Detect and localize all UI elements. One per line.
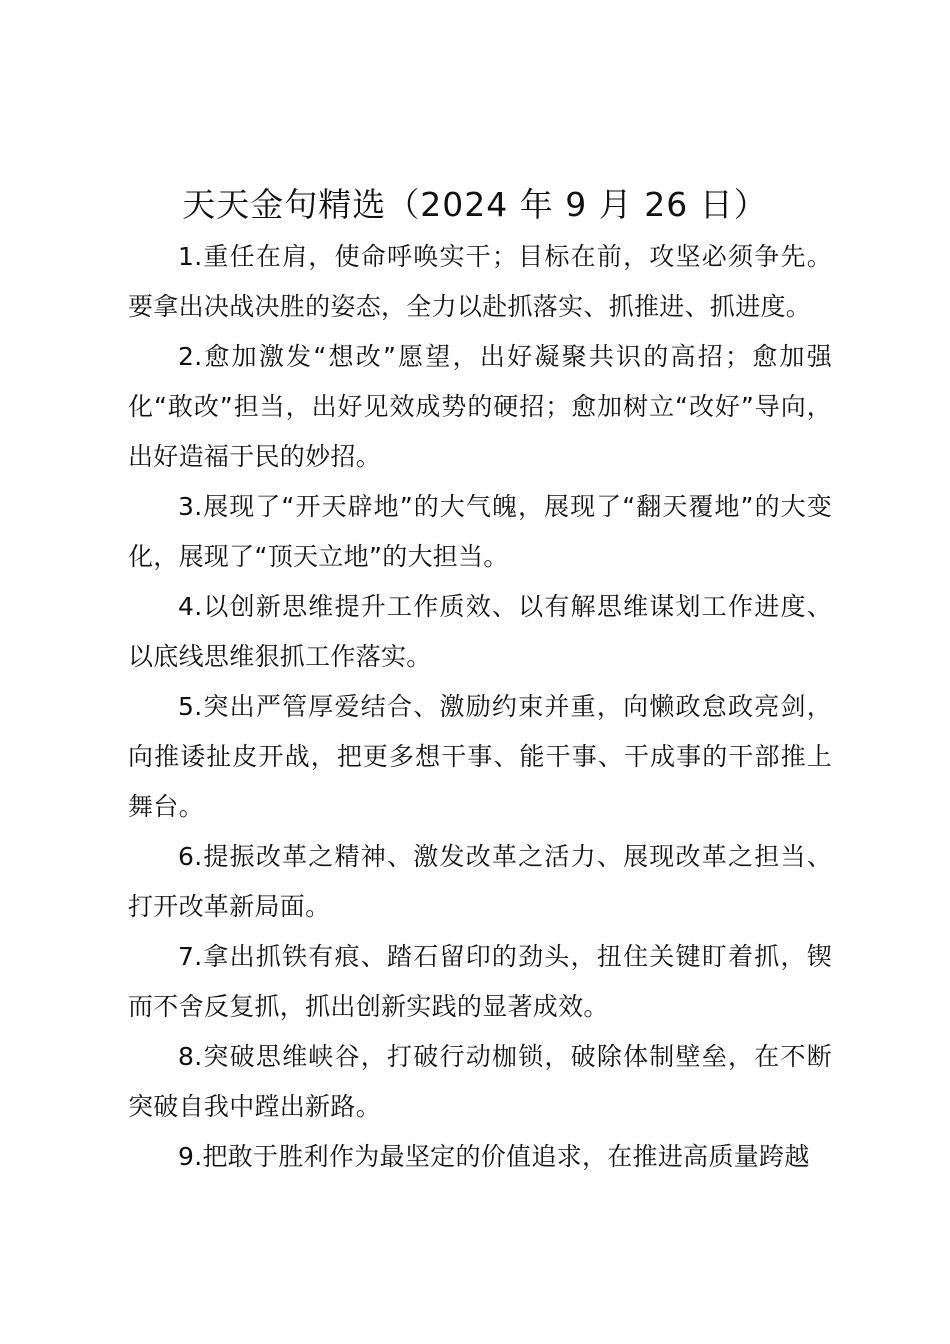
paragraph-5: 5.突出严管厚爱结合、激励约束并重，向懒政怠政亮剑，向推诿扯皮开战，把更多想干事、能干事、干成事的干部推上舞台。: [128, 692, 832, 821]
paragraph-8: 8.突破思维峡谷，打破行动枷锁，破除体制壁垒，在不断突破自我中蹚出新路。: [128, 1042, 832, 1121]
paragraph-9: 9.把敢于胜利作为最坚定的价值追求，在推进高质量跨越: [178, 1142, 810, 1171]
paragraph-1: 1.重任在肩，使命呼唤实干；目标在前，攻坚必须争先。要拿出决战决胜的姿态，全力以赴抓落实、抓推进、抓进度。: [128, 242, 832, 321]
paragraph-4: 4.以创新思维提升工作质效、以有解思维谋划工作进度、以底线思维狠抓工作落实。: [128, 592, 832, 671]
document-title: 天天金句精选（2024 年 9 月 26 日）: [182, 185, 768, 224]
paragraph-2: 2.愈加激发“想改”愿望，出好凝聚共识的高招；愈加强化“敢改”担当，出好见效成势的硬招；愈加树立“改好”导向，出好造福于民的妙招。: [128, 342, 832, 471]
paragraph-3: 3.展现了“开天辟地”的大气魄，展现了“翻天覆地”的大变化，展现了“顶天立地”的大担当。: [128, 492, 832, 571]
paragraph-7: 7.拿出抓铁有痕、踏石留印的劲头，扭住关键盯着抓，锲而不舍反复抓，抓出创新实践的显著成效。: [128, 942, 832, 1021]
document-body: [128, 232, 832, 1182]
paragraph-6: 6.提振改革之精神、激发改革之活力、展现改革之担当、打开改革新局面。: [128, 842, 832, 921]
